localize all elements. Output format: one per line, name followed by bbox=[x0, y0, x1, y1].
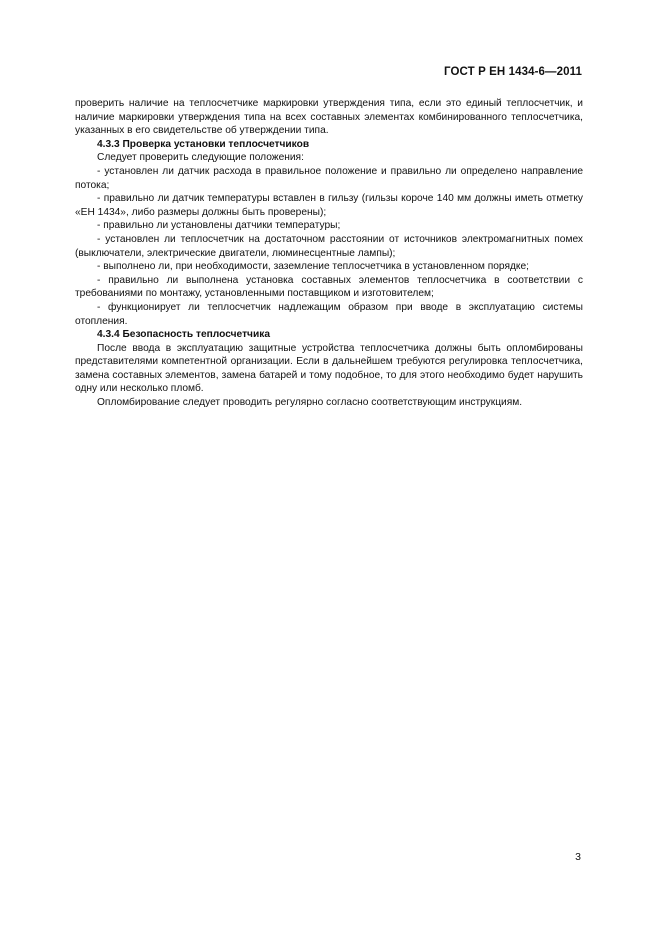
page-number: 3 bbox=[575, 851, 581, 863]
list-item: - правильно ли выполнена установка составных элементов теплосчетчика в соответствии с требованиями по монтажу, установленными поставщиком и изготовителем; bbox=[75, 274, 583, 300]
list-item: - правильно ли установлены датчики температуры; bbox=[97, 220, 341, 232]
document-header: ГОСТ Р ЕН 1434-6—2011 bbox=[444, 66, 582, 78]
section-heading-4-3-3: 4.3.3 Проверка установки теплосчетчиков bbox=[97, 138, 310, 150]
list-item: - установлен ли теплосчетчик на достаточном расстоянии от источников электромагнитных помех (выключатели, электрические двигатели, люминесцентные лампы); bbox=[75, 233, 583, 259]
list-item: - правильно ли датчик температуры вставлен в гильзу (гильзы короче 140 мм должны иметь отметку «ЕН 1434», либо размеры должны быть проверены); bbox=[75, 193, 583, 218]
paragraph: Опломбирование следует проводить регулярно согласно соответствующим инструкциям. bbox=[97, 397, 523, 409]
paragraph: проверить наличие на теплосчетчике маркировки утверждения типа, если это единый теплосчетчик, и наличие маркировки утверждения типа на всех составных элементах комбинированного теплосчетчика, указанных в его свидетельстве об утверждении типа. bbox=[75, 98, 583, 137]
list-item: - выполнено ли, при необходимости, заземление теплосчетчика в установленном порядке; bbox=[97, 261, 529, 273]
paragraph: После ввода в эксплуатацию защитные устройства теплосчетчика должны быть опломбированы представителями компетентной организации. Если в дальнейшем требуются регулировка теплосчетчика, замена составных элементов, замена батарей и тому подобное, то для этого необходимо будет нарушить одну или несколько пломб. bbox=[75, 342, 583, 395]
paragraph: Следует проверить следующие положения: bbox=[97, 152, 304, 164]
list-item: - установлен ли датчик расхода в правильное положение и правильно ли определено направление потока; bbox=[75, 165, 583, 191]
section-heading-4-3-4: 4.3.4 Безопасность теплосчетчика bbox=[97, 329, 270, 341]
list-item: - функционирует ли теплосчетчик надлежащим образом при вводе в эксплуатацию системы отопления. bbox=[75, 301, 583, 327]
document-body bbox=[75, 97, 583, 410]
